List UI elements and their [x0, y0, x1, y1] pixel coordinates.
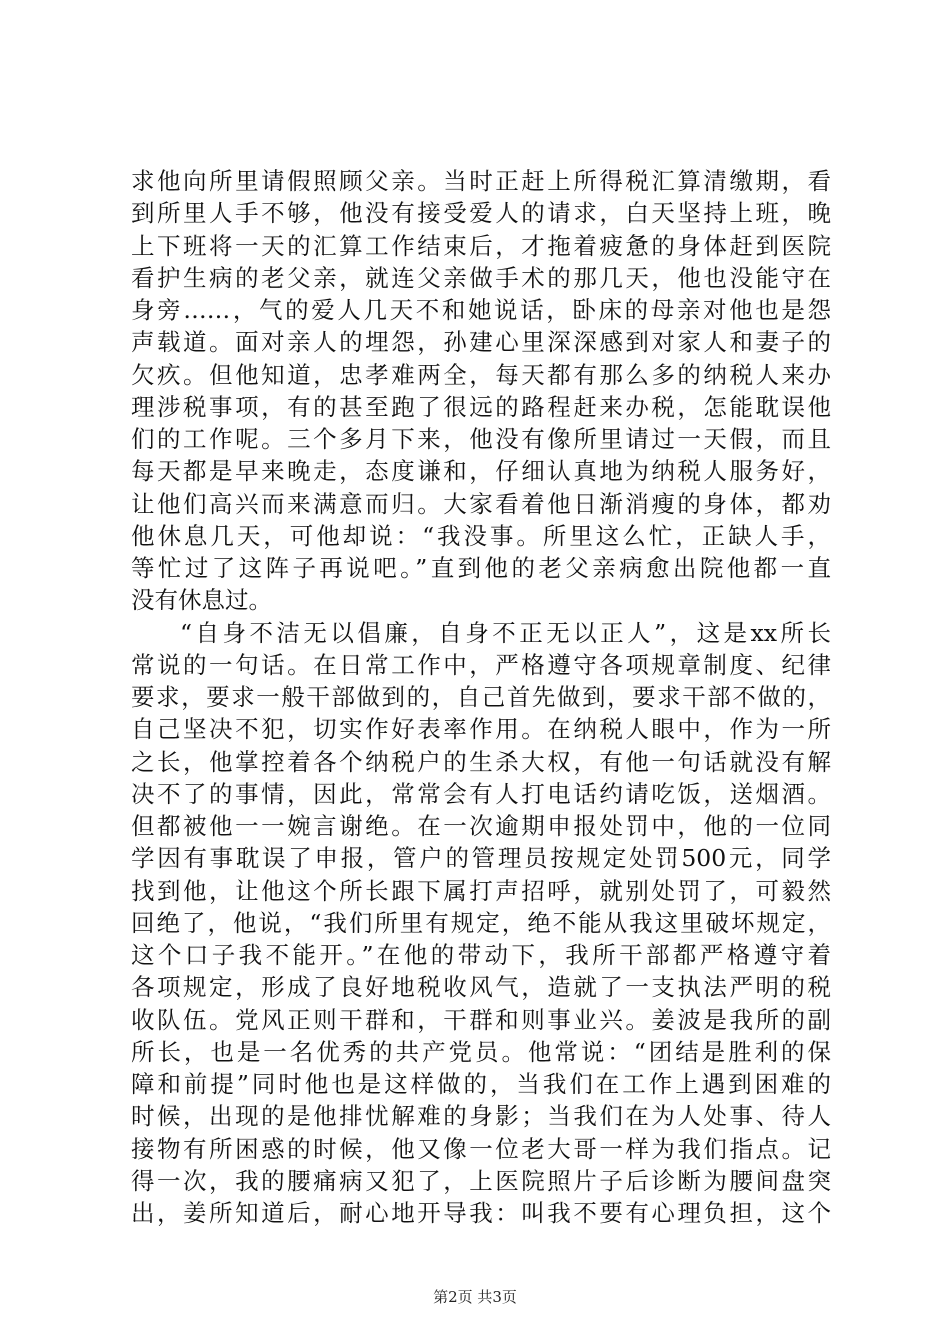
page-number-footer: 第2页 共3页 — [433, 1288, 517, 1306]
text-line: 他休息几天，可他却说：“我没事。所里这么忙，正缺人手， — [131, 521, 831, 550]
text-line: 障和前提”同时他也是这样做的，当我们在工作上遇到困难的 — [131, 1070, 831, 1098]
text-line: 到所里人手不够，他没有接受爱人的请求，白天坚持上班，晚 — [131, 199, 831, 228]
text-line: 欠疚。但他知道，忠孝难两全，每天都有那么多的纳税人来办 — [131, 360, 831, 389]
text-line: 得一次，我的腰痛病又犯了，上医院照片子后诊断为腰间盘突 — [131, 1166, 831, 1195]
text-line: 没有休息过。 — [131, 586, 272, 615]
text-line: 收队伍。党风正则干群和，干群和则事业兴。姜波是我所的副 — [131, 1005, 831, 1034]
text-line: 等忙过了这阵子再说吧。”直到他的老父亲病愈出院他都一直 — [131, 554, 831, 582]
text-line: 这个口子我不能开。”在他的带动下，我所干部都严格遵守着 — [131, 941, 831, 969]
text-line: 但都被他一一婉言谢绝。在一次逾期申报处罚中，他的一位同 — [131, 812, 831, 840]
text-line: 们的工作呢。三个多月下来，他没有像所里请过一天假，而且 — [131, 425, 831, 453]
text-line: 常说的一句话。在日常工作中，严格遵守各项规章制度、纪律 — [131, 650, 831, 679]
text-line: 决不了的事情，因此，常常会有人打电话约请吃饭，送烟酒。 — [131, 779, 831, 808]
text-line: 回绝了，他说，“我们所里有规定，绝不能从我这里破坏规定， — [131, 908, 831, 937]
text-line: 声载道。面对亲人的埋怨，孙建心里深深感到对家人和妻子的 — [131, 328, 831, 357]
paragraph-start-line: “自身不洁无以倡廉，自身不正无以正人”，这是xx所长 — [180, 618, 831, 647]
text-line: 之长，他掌控着各个纳税户的生杀大权，有他一句话就没有解 — [131, 747, 831, 776]
text-line: 出，姜所知道后，耐心地开导我：叫我不要有心理负担，这个 — [131, 1199, 831, 1227]
text-line: 理涉税事项，有的甚至跑了很远的路程赶来办税，怎能耽误他 — [131, 392, 831, 421]
text-line: 各项规定，形成了良好地税收风气，造就了一支执法严明的税 — [131, 973, 831, 1002]
text-line: 时候，出现的是他排忧解难的身影；当我们在为人处事、待人 — [131, 1102, 831, 1131]
text-line: 看护生病的老父亲，就连父亲做手术的那几天，他也没能守在 — [131, 263, 831, 292]
text-line: 上下班将一天的汇算工作结束后，才拖着疲惫的身体赶到医院 — [131, 231, 831, 260]
text-line: 每天都是早来晚走，态度谦和，仔细认真地为纳税人服务好， — [131, 457, 831, 486]
text-line: 要求，要求一般干部做到的，自己首先做到，要求干部不做的， — [131, 683, 831, 711]
text-line: 让他们高兴而来满意而归。大家看着他日渐消瘦的身体，都劝 — [131, 489, 831, 518]
body-text — [131, 165, 831, 1229]
text-line: 找到他，让他这个所长跟下属打声招呼，就别处罚了，可毅然 — [131, 876, 831, 905]
text-line: 接物有所困惑的时候，他又像一位老大哥一样为我们指点。记 — [131, 1134, 831, 1163]
text-line: 所长，也是一名优秀的共产党员。他常说：“团结是胜利的保 — [131, 1037, 831, 1066]
text-line: 求他向所里请假照顾父亲。当时正赶上所得税汇算清缴期，看 — [131, 167, 831, 195]
text-line: 学因有事耽误了申报，管户的管理员按规定处罚500元，同学 — [131, 844, 831, 873]
text-line: 身旁……，气的爱人几天不和她说话，卧床的母亲对他也是怨 — [131, 296, 831, 324]
text-line: 自己坚决不犯，切实作好表率作用。在纳税人眼中，作为一所 — [131, 715, 831, 744]
